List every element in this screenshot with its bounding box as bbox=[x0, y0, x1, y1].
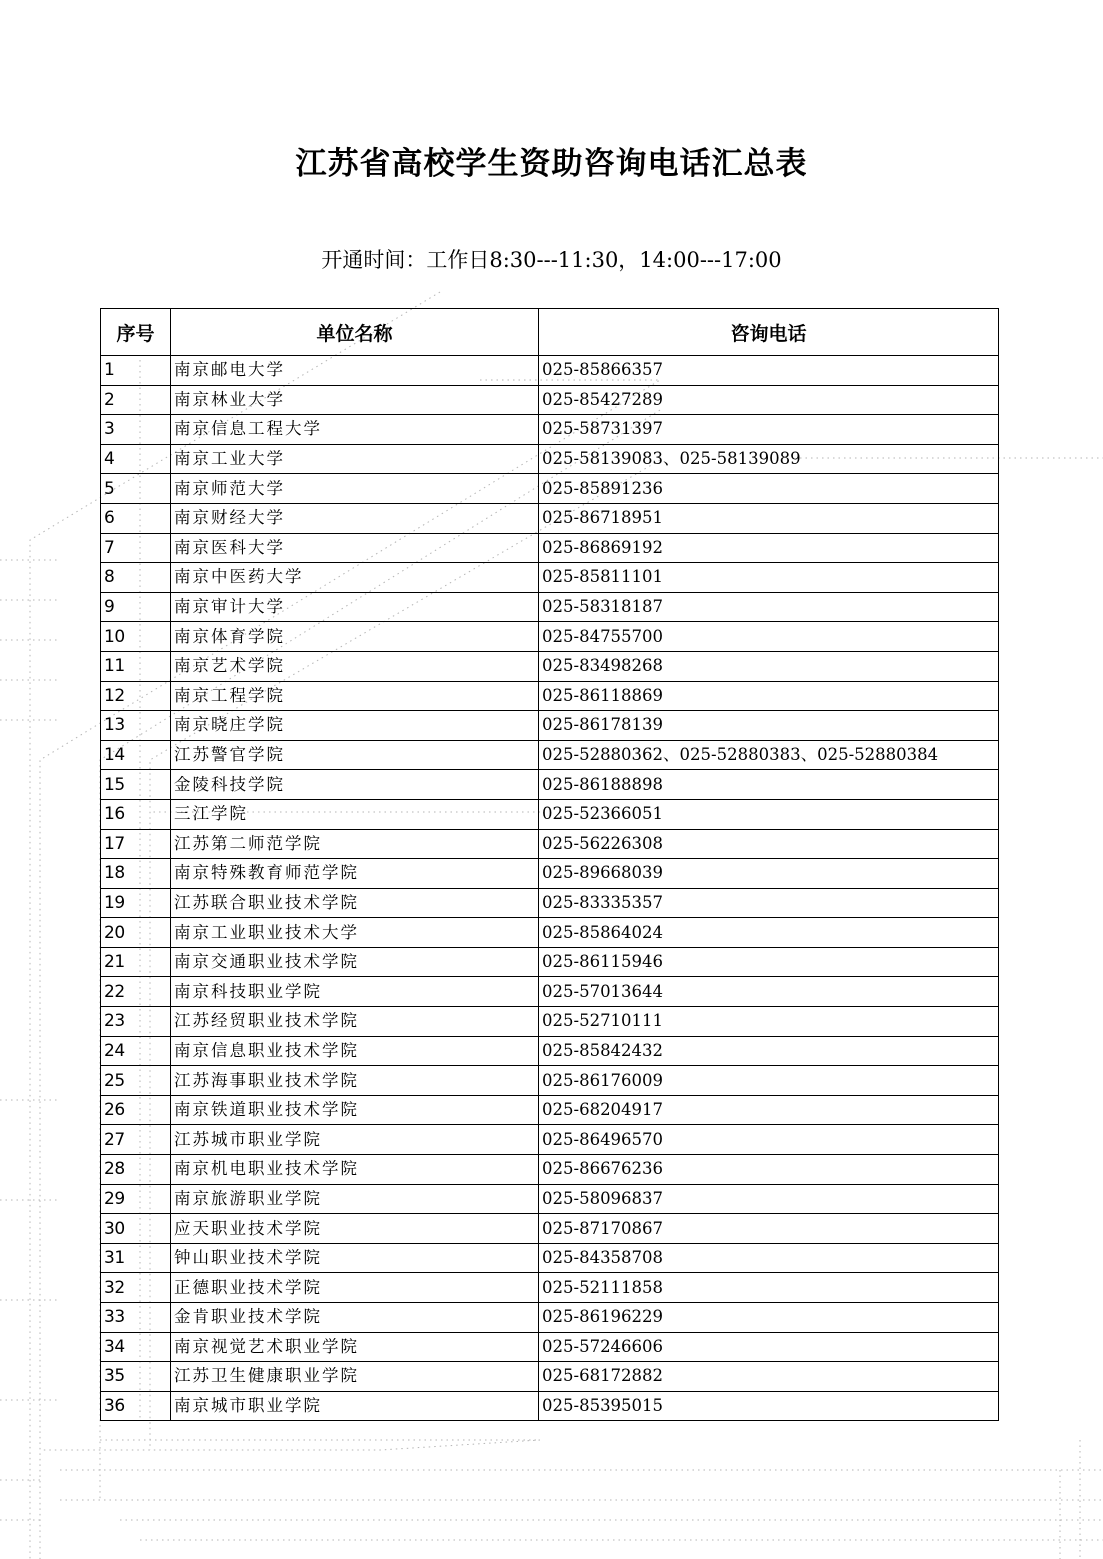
page-title: 江苏省高校学生资助咨询电话汇总表 bbox=[295, 146, 808, 182]
row-index: 29 bbox=[101, 1184, 171, 1214]
unit-name: 南京艺术学院 bbox=[171, 651, 539, 681]
unit-name: 正德职业技术学院 bbox=[171, 1273, 539, 1303]
table-row bbox=[101, 651, 999, 681]
row-index: 12 bbox=[101, 681, 171, 711]
table-row bbox=[101, 385, 999, 415]
phone-number: 025-52710111 bbox=[539, 1007, 999, 1037]
unit-name: 南京医科大学 bbox=[171, 533, 539, 563]
table-row bbox=[101, 1036, 999, 1066]
table-row bbox=[101, 474, 999, 504]
table-row bbox=[101, 829, 999, 859]
phone-number: 025-84755700 bbox=[539, 622, 999, 652]
table-row bbox=[101, 622, 999, 652]
unit-name: 南京视觉艺术职业学院 bbox=[171, 1332, 539, 1362]
column-header-phone: 咨询电话 bbox=[539, 309, 999, 356]
table-row bbox=[101, 533, 999, 563]
unit-name: 南京财经大学 bbox=[171, 503, 539, 533]
row-index: 19 bbox=[101, 888, 171, 918]
column-header-index: 序号 bbox=[101, 309, 171, 356]
unit-name: 南京体育学院 bbox=[171, 622, 539, 652]
table-row bbox=[101, 1362, 999, 1392]
row-index: 36 bbox=[101, 1391, 171, 1421]
unit-name: 钟山职业技术学院 bbox=[171, 1243, 539, 1273]
table-row bbox=[101, 1125, 999, 1155]
phone-number: 025-85866357 bbox=[539, 356, 999, 386]
row-index: 35 bbox=[101, 1362, 171, 1392]
unit-name: 江苏第二师范学院 bbox=[171, 829, 539, 859]
row-index: 27 bbox=[101, 1125, 171, 1155]
row-index: 24 bbox=[101, 1036, 171, 1066]
phone-number: 025-86115946 bbox=[539, 947, 999, 977]
row-index: 16 bbox=[101, 799, 171, 829]
phone-number: 025-85864024 bbox=[539, 918, 999, 948]
phone-number: 025-52111858 bbox=[539, 1273, 999, 1303]
unit-name: 应天职业技术学院 bbox=[171, 1214, 539, 1244]
unit-name: 江苏城市职业学院 bbox=[171, 1125, 539, 1155]
row-index: 20 bbox=[101, 918, 171, 948]
table-row bbox=[101, 859, 999, 889]
row-index: 13 bbox=[101, 711, 171, 741]
row-index: 30 bbox=[101, 1214, 171, 1244]
table-row bbox=[101, 444, 999, 474]
row-index: 7 bbox=[101, 533, 171, 563]
unit-name: 南京机电职业技术学院 bbox=[171, 1155, 539, 1185]
unit-name: 南京师范大学 bbox=[171, 474, 539, 504]
phone-number: 025-84358708 bbox=[539, 1243, 999, 1273]
unit-name: 金陵科技学院 bbox=[171, 770, 539, 800]
phone-number: 025-58318187 bbox=[539, 592, 999, 622]
unit-name: 南京信息工程大学 bbox=[171, 415, 539, 445]
contact-table bbox=[100, 308, 999, 1421]
row-index: 17 bbox=[101, 829, 171, 859]
phone-number: 025-83498268 bbox=[539, 651, 999, 681]
table-row bbox=[101, 1184, 999, 1214]
table-row bbox=[101, 799, 999, 829]
phone-number: 025-86869192 bbox=[539, 533, 999, 563]
row-index: 23 bbox=[101, 1007, 171, 1037]
table-row bbox=[101, 1273, 999, 1303]
table-row bbox=[101, 1155, 999, 1185]
row-index: 33 bbox=[101, 1303, 171, 1333]
phone-number: 025-86496570 bbox=[539, 1125, 999, 1155]
table-row bbox=[101, 770, 999, 800]
table-row bbox=[101, 947, 999, 977]
row-index: 21 bbox=[101, 947, 171, 977]
phone-number: 025-56226308 bbox=[539, 829, 999, 859]
row-index: 8 bbox=[101, 563, 171, 593]
table-row bbox=[101, 563, 999, 593]
unit-name: 南京城市职业学院 bbox=[171, 1391, 539, 1421]
row-index: 15 bbox=[101, 770, 171, 800]
table-row bbox=[101, 592, 999, 622]
phone-number: 025-86676236 bbox=[539, 1155, 999, 1185]
phone-number: 025-86178139 bbox=[539, 711, 999, 741]
column-header-unit: 单位名称 bbox=[171, 309, 539, 356]
unit-name: 南京铁道职业技术学院 bbox=[171, 1095, 539, 1125]
phone-number: 025-68204917 bbox=[539, 1095, 999, 1125]
unit-name: 南京特殊教育师范学院 bbox=[171, 859, 539, 889]
unit-name: 南京晓庄学院 bbox=[171, 711, 539, 741]
unit-name: 南京林业大学 bbox=[171, 385, 539, 415]
unit-name: 南京信息职业技术学院 bbox=[171, 1036, 539, 1066]
unit-name: 南京工程学院 bbox=[171, 681, 539, 711]
table-row bbox=[101, 711, 999, 741]
row-index: 2 bbox=[101, 385, 171, 415]
unit-name: 南京旅游职业学院 bbox=[171, 1184, 539, 1214]
phone-number: 025-87170867 bbox=[539, 1214, 999, 1244]
row-index: 25 bbox=[101, 1066, 171, 1096]
row-index: 9 bbox=[101, 592, 171, 622]
unit-name: 江苏经贸职业技术学院 bbox=[171, 1007, 539, 1037]
table-row bbox=[101, 1095, 999, 1125]
row-index: 31 bbox=[101, 1243, 171, 1273]
row-index: 5 bbox=[101, 474, 171, 504]
row-index: 34 bbox=[101, 1332, 171, 1362]
phone-number: 025-86188898 bbox=[539, 770, 999, 800]
row-index: 28 bbox=[101, 1155, 171, 1185]
row-index: 18 bbox=[101, 859, 171, 889]
phone-number: 025-85891236 bbox=[539, 474, 999, 504]
table-row bbox=[101, 1214, 999, 1244]
row-index: 22 bbox=[101, 977, 171, 1007]
table-header-row bbox=[101, 309, 999, 356]
table-row bbox=[101, 1303, 999, 1333]
row-index: 14 bbox=[101, 740, 171, 770]
table-row bbox=[101, 918, 999, 948]
phone-number: 025-85842432 bbox=[539, 1036, 999, 1066]
table-row bbox=[101, 415, 999, 445]
unit-name: 南京交通职业技术学院 bbox=[171, 947, 539, 977]
unit-name: 南京审计大学 bbox=[171, 592, 539, 622]
unit-name: 三江学院 bbox=[171, 799, 539, 829]
row-index: 6 bbox=[101, 503, 171, 533]
phone-number: 025-58731397 bbox=[539, 415, 999, 445]
unit-name: 江苏联合职业技术学院 bbox=[171, 888, 539, 918]
table-row bbox=[101, 681, 999, 711]
table-row bbox=[101, 1007, 999, 1037]
row-index: 32 bbox=[101, 1273, 171, 1303]
unit-name: 江苏海事职业技术学院 bbox=[171, 1066, 539, 1096]
table-row bbox=[101, 503, 999, 533]
phone-number: 025-85811101 bbox=[539, 563, 999, 593]
phone-number: 025-86718951 bbox=[539, 503, 999, 533]
service-hours: 开通时间：工作日8:30---11:30，14:00---17:00 bbox=[321, 248, 782, 272]
unit-name: 南京邮电大学 bbox=[171, 356, 539, 386]
phone-number: 025-58096837 bbox=[539, 1184, 999, 1214]
phone-number: 025-85427289 bbox=[539, 385, 999, 415]
row-index: 1 bbox=[101, 356, 171, 386]
row-index: 26 bbox=[101, 1095, 171, 1125]
table-row bbox=[101, 356, 999, 386]
table-row bbox=[101, 1243, 999, 1273]
table-row bbox=[101, 1066, 999, 1096]
table-row bbox=[101, 1332, 999, 1362]
phone-number: 025-52880362、025-52880383、025-52880384 bbox=[539, 740, 999, 770]
phone-number: 025-85395015 bbox=[539, 1391, 999, 1421]
row-index: 10 bbox=[101, 622, 171, 652]
unit-name: 江苏警官学院 bbox=[171, 740, 539, 770]
table-row bbox=[101, 977, 999, 1007]
table-row bbox=[101, 740, 999, 770]
phone-number: 025-58139083、025-58139089 bbox=[539, 444, 999, 474]
phone-number: 025-57246606 bbox=[539, 1332, 999, 1362]
phone-number: 025-68172882 bbox=[539, 1362, 999, 1392]
table-row bbox=[101, 1391, 999, 1421]
row-index: 11 bbox=[101, 651, 171, 681]
unit-name: 南京科技职业学院 bbox=[171, 977, 539, 1007]
table-row bbox=[101, 888, 999, 918]
unit-name: 金肯职业技术学院 bbox=[171, 1303, 539, 1333]
row-index: 3 bbox=[101, 415, 171, 445]
phone-number: 025-86196229 bbox=[539, 1303, 999, 1333]
phone-number: 025-86118869 bbox=[539, 681, 999, 711]
unit-name: 南京工业职业技术大学 bbox=[171, 918, 539, 948]
phone-number: 025-89668039 bbox=[539, 859, 999, 889]
row-index: 4 bbox=[101, 444, 171, 474]
phone-number: 025-57013644 bbox=[539, 977, 999, 1007]
phone-number: 025-86176009 bbox=[539, 1066, 999, 1096]
phone-number: 025-83335357 bbox=[539, 888, 999, 918]
unit-name: 南京工业大学 bbox=[171, 444, 539, 474]
phone-number: 025-52366051 bbox=[539, 799, 999, 829]
unit-name: 江苏卫生健康职业学院 bbox=[171, 1362, 539, 1392]
unit-name: 南京中医药大学 bbox=[171, 563, 539, 593]
